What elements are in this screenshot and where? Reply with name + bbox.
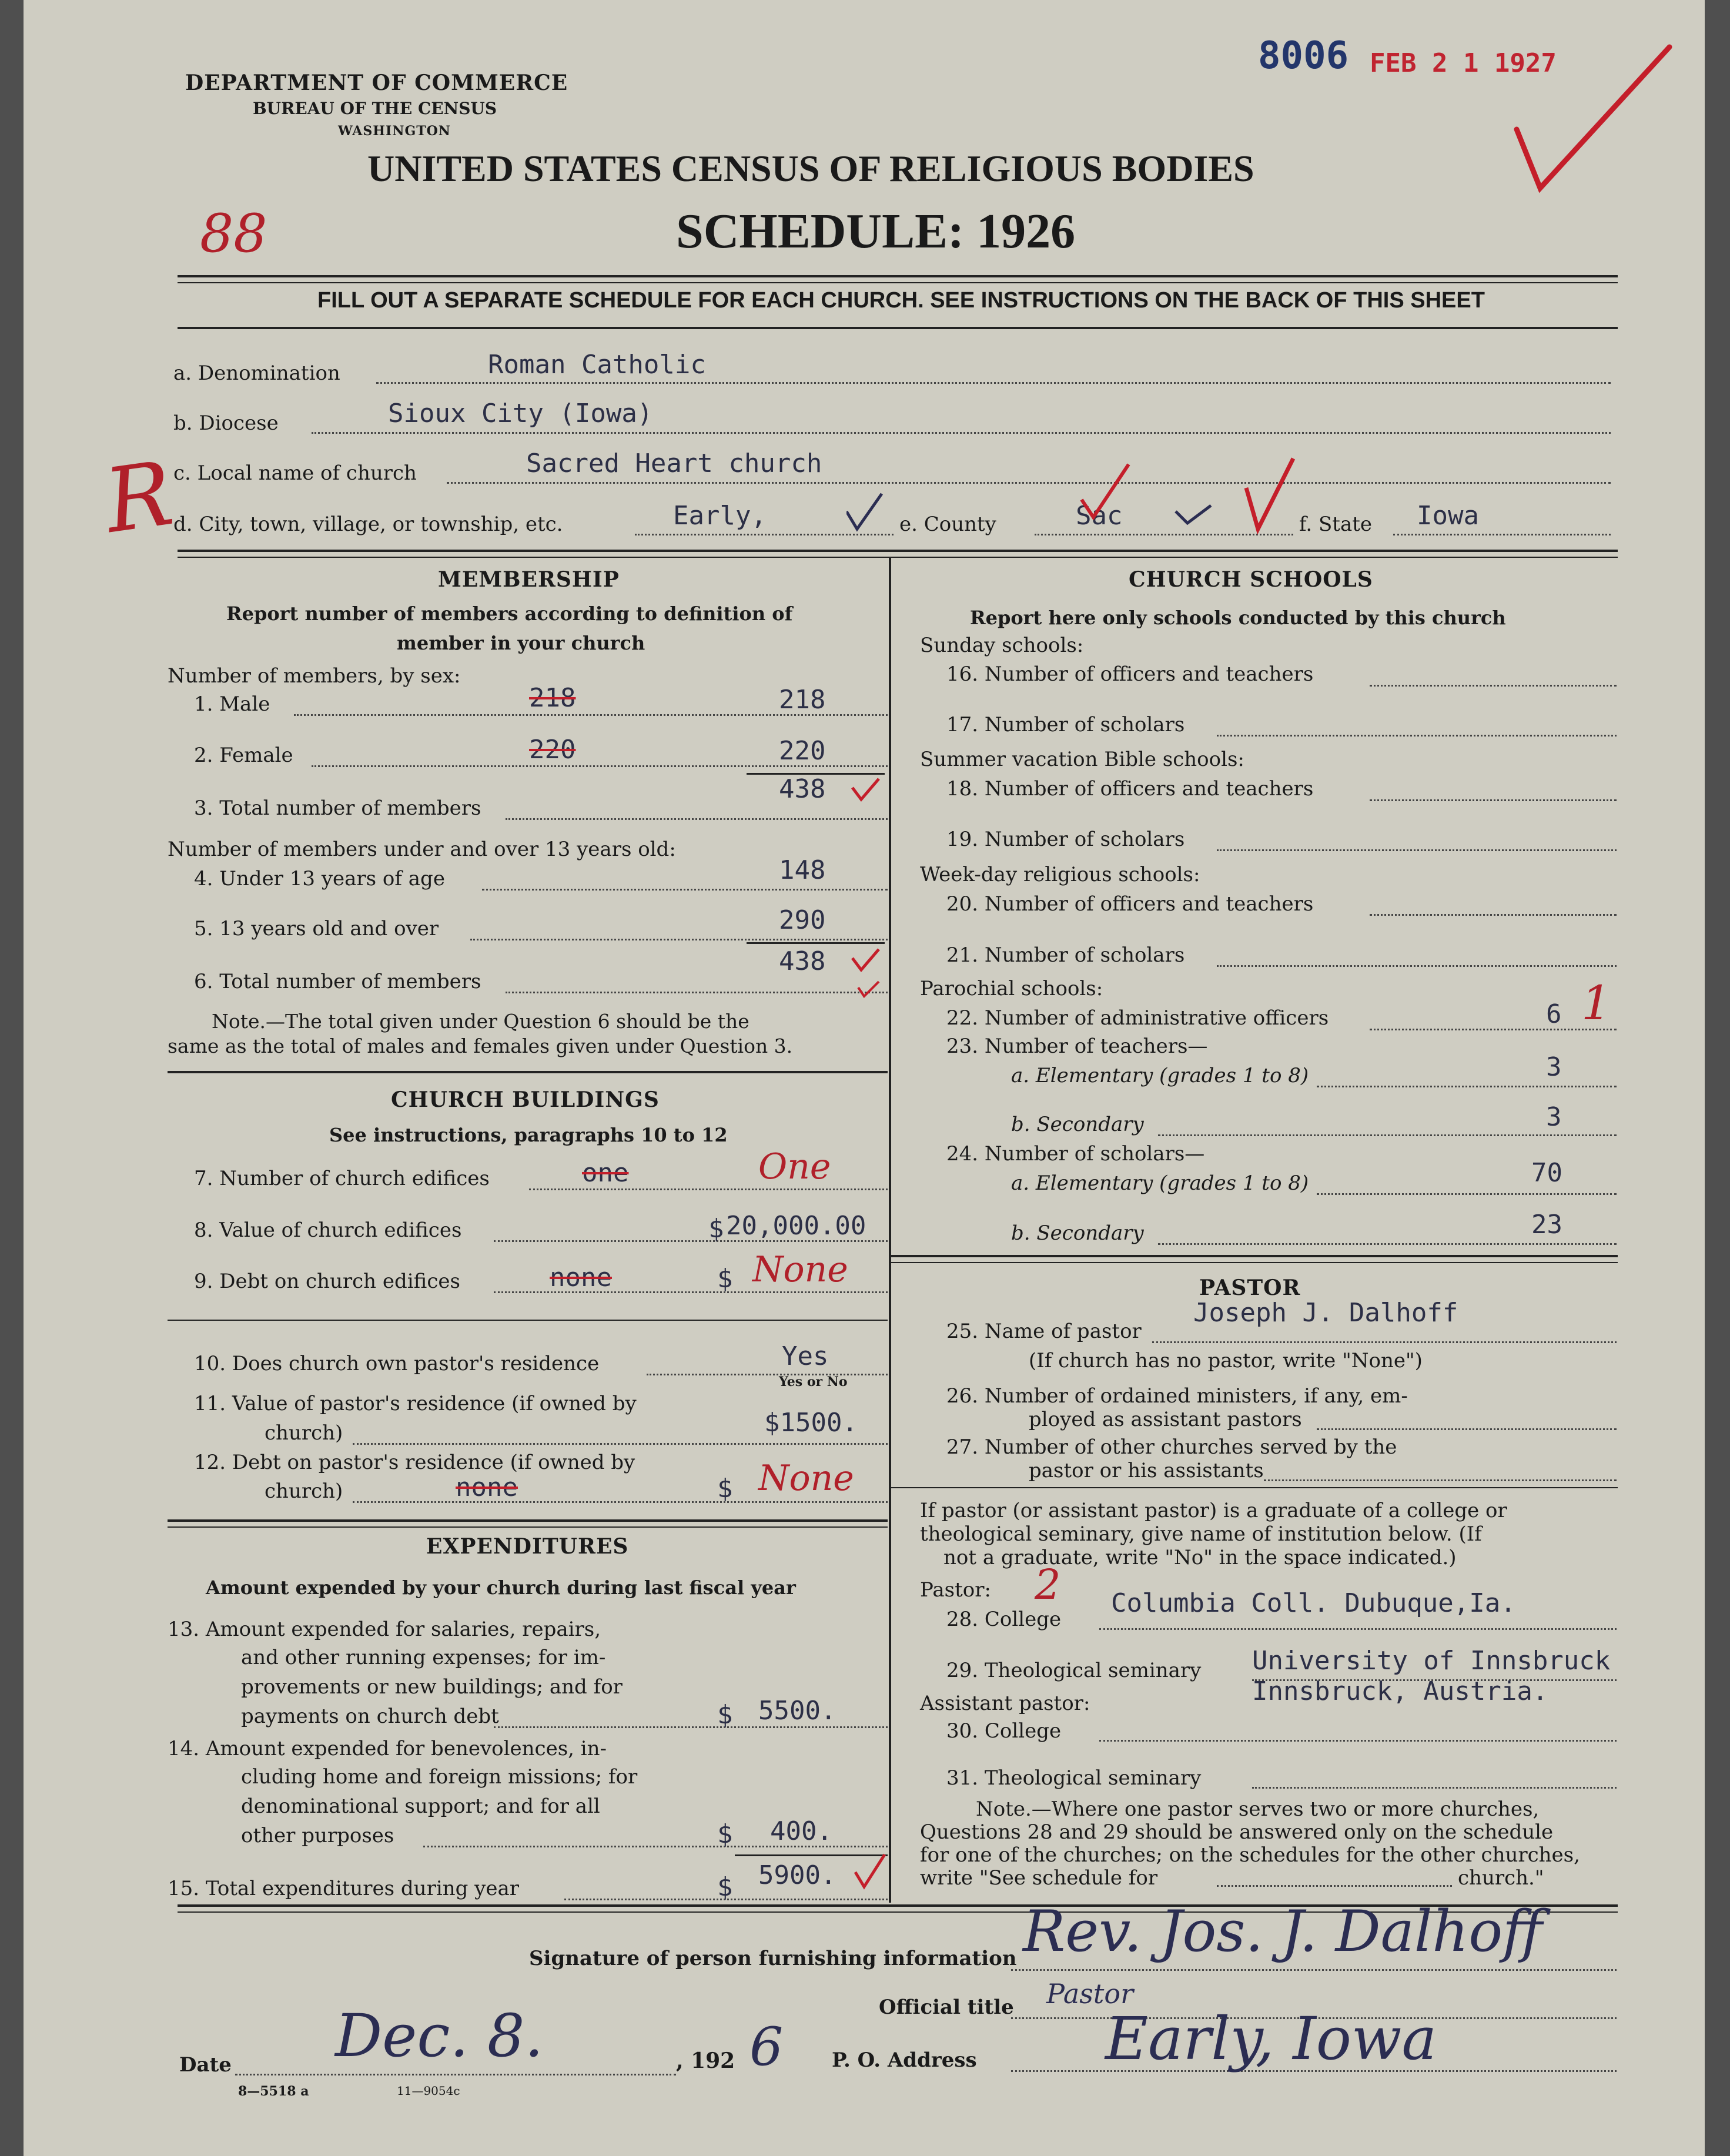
expenditures-subheading: Amount expended by your church during last fiscal year [206,1576,796,1599]
q14-value: 400. [770,1816,832,1846]
membership-subheading-1: Report number of members according to definition of [226,602,793,625]
graduate-instruction-3: not a graduate, write "No" in the space indicated.) [943,1546,1457,1569]
county-value: Sac [1076,501,1123,531]
q23a-value: 3 [1546,1052,1562,1082]
q13-value: 5500. [758,1696,836,1726]
q15-value: 5900. [758,1860,836,1890]
q8-value-label: 8. Value of church edifices [194,1218,462,1242]
expenditures-heading: EXPENDITURES [426,1534,629,1559]
bureau-city: WASHINGTON [338,123,451,139]
po-address-value: Early, Iowa [1105,2004,1437,2073]
q1-male-value: 218 [779,685,826,715]
q2-female-struck-value: 220 [529,735,576,765]
local-church-value: Sacred Heart church [526,448,822,478]
form-title: UNITED STATES CENSUS OF RELIGIOUS BODIES [367,148,1254,189]
q28-label: 28. College [946,1608,1062,1631]
q8-value: 20,000.00 [726,1211,866,1241]
seminary-value-line2: Innsbruck, Austria. [1252,1676,1548,1706]
q19-label: 19. Number of scholars [946,828,1185,851]
census-schedule-sheet [24,0,1705,2156]
q24a-value: 70 [1531,1158,1562,1188]
weekday-schools-label: Week-day religious schools: [920,863,1200,886]
q9-debt-label: 9. Debt on church edifices [194,1270,460,1293]
q2-female-label: 2. Female [194,744,293,767]
q12-dollar-sign: $ [717,1474,733,1504]
age-intro-label: Number of members under and over 13 years old: [168,838,676,861]
state-value: Iowa [1417,501,1479,531]
q12-struck-value: none [456,1472,518,1502]
official-title-value: Pastor [1046,1978,1134,2010]
pastor-name-value: Joseph J. Dalhoff [1193,1298,1458,1328]
red-check-mark-icon [1505,35,1681,200]
q5-13-and-over-value: 290 [779,905,826,935]
q24-label: 24. Number of scholars— [946,1142,1205,1166]
q27-line2: pastor or his assistants [1029,1459,1264,1482]
q7-edifices-value: One [758,1146,831,1187]
q22-handwritten-value: 1 [1581,976,1611,1030]
q9-debt-value: None [752,1249,848,1290]
schools-subheading: Report here only schools conducted by this church [970,607,1506,629]
q3-total-label: 3. Total number of members [194,796,481,820]
q3-total-value: 438 [779,774,826,804]
q9-struck-value: none [550,1263,612,1293]
buildings-heading: CHURCH BUILDINGS [391,1087,660,1112]
pastor-note-4: write "See schedule for [920,1866,1158,1890]
membership-subheading-2: member in your church [397,632,645,654]
city-value: Early, [673,501,767,531]
year-prefix: , 192 [676,2048,735,2073]
q18-label: 18. Number of officers and teachers [946,777,1314,801]
q14-dollar-sign: $ [717,1819,733,1849]
q24a-label: a. Elementary (grades 1 to 8) [1011,1171,1309,1195]
q5-13-and-over-label: 5. 13 years old and over [194,917,439,940]
q27-line1: 27. Number of other churches served by the [946,1435,1397,1459]
q12-label-line1: 12. Debt on pastor's residence (if owned by [194,1451,635,1474]
q26-line1: 26. Number of ordained ministers, if any, em- [946,1384,1408,1408]
diocese-value: Sioux City (Iowa) [388,399,653,428]
po-address-label: P. O. Address [832,2048,977,2072]
city-label: d. City, town, village, or township, etc. [173,513,563,536]
q1-male-label: 1. Male [194,692,270,716]
diocese-label: b. Diocese [173,411,279,435]
q29-label: 29. Theological seminary [946,1659,1202,1682]
parochial-schools-label: Parochial schools: [920,977,1103,1000]
q15-total-label: 15. Total expenditures during year [168,1877,520,1900]
q11-label-line2: church) [265,1421,343,1445]
pastor-note-2: Questions 28 and 29 should be answered only on the schedule [920,1820,1554,1844]
bureau-name: BUREAU OF THE CENSUS [253,99,497,118]
q23b-value: 3 [1546,1102,1562,1132]
q14-line2: cluding home and foreign missions; for [241,1765,638,1789]
county-label: e. County [899,513,996,536]
received-stamp-number: 8006 [1258,34,1349,78]
signature-label: Signature of person furnishing information [529,1947,1017,1970]
q30-label: 30. College [946,1719,1062,1743]
q6-total-label: 6. Total number of members [194,970,481,993]
official-title-label: Official title [879,1996,1014,2019]
buildings-subheading: See instructions, paragraphs 10 to 12 [329,1124,728,1146]
date-value: Dec. 8. [335,2001,544,2070]
pastor-note-3: for one of the churches; on the schedules for the other churches, [920,1843,1580,1867]
local-church-label: c. Local name of church [173,461,417,485]
q13-line3: provements or new buildings; and for [241,1675,623,1699]
graduate-instruction-1: If pastor (or assistant pastor) is a graduate of a college or [920,1499,1507,1522]
q14-line4: other purposes [241,1824,394,1847]
q10-residence-label: 10. Does church own pastor's residence [194,1352,600,1375]
q13-line1: 13. Amount expended for salaries, repairs, [168,1618,601,1641]
q7-struck-value: one [582,1158,629,1188]
q13-dollar-sign: $ [717,1700,733,1730]
q15-dollar-sign: $ [717,1872,733,1902]
q9-dollar-sign: $ [717,1264,733,1294]
q14-line1: 14. Amount expended for benevolences, in- [168,1737,607,1760]
assistant-pastor-label: Assistant pastor: [920,1692,1090,1715]
college-value: Columbia Coll. Dubuque,Ia. [1111,1588,1516,1618]
received-stamp-date: FEB 2 1 1927 [1370,48,1557,78]
summer-schools-label: Summer vacation Bible schools: [920,748,1244,771]
pastor-note-1: Note.—Where one pastor serves two or more churches, [976,1797,1540,1821]
pastor-heading: PASTOR [1199,1275,1301,1300]
q26-line2: ployed as assistant pastors [1029,1408,1302,1431]
q8-dollar-sign: $ [708,1214,724,1244]
seminary-value-line1: University of Innsbruck [1252,1646,1611,1676]
q6-total-value: 438 [779,946,826,976]
q4-under-13-label: 4. Under 13 years of age [194,867,445,890]
q13-line2: and other running expenses; for im- [241,1646,606,1669]
q25-label: 25. Name of pastor [946,1320,1142,1343]
pastor-handwritten-number: 2 [1035,1561,1061,1609]
schedule-title: SCHEDULE: 1926 [676,204,1076,259]
q12-debt-value: None [758,1458,854,1499]
q24b-value: 23 [1531,1210,1562,1240]
state-label: f. State [1299,513,1372,536]
form-number: 8—5518 a [238,2084,309,2099]
q13-line4: payments on church debt [241,1705,499,1728]
q17-label: 17. Number of scholars [946,713,1185,736]
graduate-instruction-2: theological seminary, give name of institution below. (If [920,1522,1482,1546]
q4-under-13-value: 148 [779,855,826,885]
denomination-label: a. Denomination [173,361,340,385]
department-name: DEPARTMENT OF COMMERCE [185,71,568,95]
date-label: Date [179,2053,232,2077]
q16-label: 16. Number of officers and teachers [946,662,1314,686]
checkmark-total-icon [849,1849,891,1896]
q14-line3: denominational support; and for all [241,1795,600,1818]
q24b-label: b. Secondary [1011,1221,1144,1245]
pastor-note-5: church." [1458,1866,1544,1890]
q11-value: $1500. [764,1408,858,1438]
q21-label: 21. Number of scholars [946,943,1185,967]
q31-label: 31. Theological seminary [946,1766,1202,1790]
denomination-value: Roman Catholic [488,350,706,380]
q10-hint: Yes or No [779,1374,848,1390]
membership-heading: MEMBERSHIP [438,567,620,592]
red-tick-marks-icon [846,447,1317,547]
instruction-band: FILL OUT A SEPARATE SCHEDULE FOR EACH CHURCH. SEE INSTRUCTIONS ON THE BACK OF THIS SHEET [317,288,1485,313]
membership-note-1: Note.—The total given under Question 6 should be the [212,1010,749,1033]
signature-value: Rev. Jos. J. Dalhoff [1023,1899,1543,1964]
q20-label: 20. Number of officers and teachers [946,892,1314,916]
q23-label: 23. Number of teachers— [946,1035,1208,1058]
q12-label-line2: church) [265,1479,343,1503]
schools-heading: CHURCH SCHOOLS [1129,567,1373,592]
q7-edifices-label: 7. Number of church edifices [194,1167,490,1190]
q23a-label: a. Elementary (grades 1 to 8) [1011,1064,1309,1087]
q10-residence-value: Yes [782,1341,829,1371]
membership-note-2: same as the total of males and females given under Question 3. [168,1035,793,1057]
checkmarks-membership-icon [846,764,888,999]
handwritten-number: 88 [200,203,267,265]
q2-female-value: 220 [779,736,826,766]
print-number: 11—9054c [397,2084,460,2098]
members-by-sex-label: Number of members, by sex: [168,664,461,688]
q23b-label: b. Secondary [1011,1113,1144,1136]
q22-label: 22. Number of administrative officers [946,1006,1329,1030]
q11-label-line1: 11. Value of pastor's residence (if owned by [194,1392,637,1415]
handwritten-letter-r: R [99,442,179,554]
q25-hint: (If church has no pastor, write "None") [1029,1349,1423,1372]
pastor-sub-label: Pastor: [920,1578,991,1602]
q22-value: 6 [1546,999,1562,1029]
q1-male-struck-value: 218 [529,683,576,713]
year-suffix: 6 [749,2016,784,2078]
sunday-schools-label: Sunday schools: [920,634,1084,657]
